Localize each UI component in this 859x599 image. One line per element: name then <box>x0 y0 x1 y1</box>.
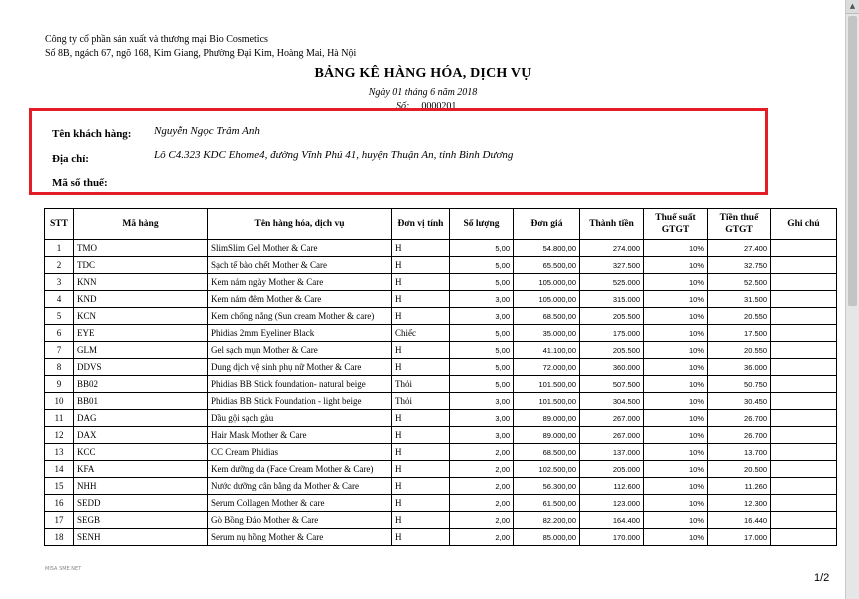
table-row <box>45 257 837 274</box>
cell-unit-price: 56.300,00 <box>514 478 580 495</box>
cell-stt: 15 <box>45 478 74 495</box>
customer-info-highlight <box>29 108 768 195</box>
cell-unit-price: 65.500,00 <box>514 257 580 274</box>
cell-vat-rate: 10% <box>644 342 708 359</box>
table-row <box>45 444 837 461</box>
cell-amount: 507.500 <box>580 376 644 393</box>
cell-item-name: Kem nám ngày Mother & Care <box>208 274 392 291</box>
table-row <box>45 359 837 376</box>
cell-unit-price: 101.500,00 <box>514 393 580 410</box>
cell-amount: 267.000 <box>580 410 644 427</box>
cell-vat-rate: 10% <box>644 376 708 393</box>
cell-amount: 360.000 <box>580 359 644 376</box>
table-row <box>45 512 837 529</box>
cell-item-code: SEDD <box>74 495 208 512</box>
cell-unit: H <box>392 427 450 444</box>
cell-note <box>771 308 837 325</box>
cell-note <box>771 512 837 529</box>
cell-stt: 11 <box>45 410 74 427</box>
cell-vat-rate: 10% <box>644 325 708 342</box>
customer-name-label: Tên khách hàng: <box>52 128 132 140</box>
header-item-name: Tên hàng hóa, dịch vụ <box>208 209 392 240</box>
cell-item-code: DDVS <box>74 359 208 376</box>
cell-amount: 175.000 <box>580 325 644 342</box>
cell-item-code: DAX <box>74 427 208 444</box>
cell-amount: 267.000 <box>580 427 644 444</box>
cell-stt: 14 <box>45 461 74 478</box>
cell-amount: 327.500 <box>580 257 644 274</box>
header-unit: Đơn vị tính <box>392 209 450 240</box>
software-note: MISA SME.NET <box>45 566 82 572</box>
cell-unit-price: 72.000,00 <box>514 359 580 376</box>
scroll-up-arrow-icon[interactable]: ▲ <box>846 0 859 14</box>
cell-vat-rate: 10% <box>644 274 708 291</box>
cell-vat-amount: 27.400 <box>708 240 771 257</box>
cell-unit-price: 89.000,00 <box>514 410 580 427</box>
cell-unit: Chiếc <box>392 325 450 342</box>
cell-unit-price: 82.200,00 <box>514 512 580 529</box>
cell-quantity: 2,00 <box>450 495 514 512</box>
cell-stt: 4 <box>45 291 74 308</box>
header-quantity: Số lượng <box>450 209 514 240</box>
document-number-value: 0000201 <box>421 101 457 112</box>
cell-item-code: KCC <box>74 444 208 461</box>
cell-vat-amount: 20.550 <box>708 308 771 325</box>
cell-item-code: SEGB <box>74 512 208 529</box>
company-block <box>45 33 356 61</box>
cell-vat-amount: 52.500 <box>708 274 771 291</box>
cell-note <box>771 376 837 393</box>
cell-unit: H <box>392 342 450 359</box>
cell-item-name: Kem chống nắng (Sun cream Mother & care) <box>208 308 392 325</box>
cell-vat-rate: 10% <box>644 308 708 325</box>
cell-item-code: BB02 <box>74 376 208 393</box>
cell-amount: 170.000 <box>580 529 644 546</box>
company-name: Công ty cổ phần sản xuất và thương mại Bio Cosmetics <box>45 34 268 45</box>
cell-item-name: Kem nám đêm Mother & Care <box>208 291 392 308</box>
cell-item-name: CC Cream Phidias <box>208 444 392 461</box>
cell-unit: H <box>392 274 450 291</box>
table-row <box>45 495 837 512</box>
cell-vat-amount: 13.700 <box>708 444 771 461</box>
cell-stt: 1 <box>45 240 74 257</box>
cell-vat-rate: 10% <box>644 461 708 478</box>
cell-vat-amount: 26.700 <box>708 427 771 444</box>
cell-item-code: GLM <box>74 342 208 359</box>
cell-vat-rate: 10% <box>644 410 708 427</box>
table-body <box>45 240 837 546</box>
cell-amount: 304.500 <box>580 393 644 410</box>
cell-item-code: TDC <box>74 257 208 274</box>
cell-amount: 274.000 <box>580 240 644 257</box>
cell-vat-rate: 10% <box>644 478 708 495</box>
cell-item-name: Phidias 2mm Eyeliner Black <box>208 325 392 342</box>
cell-quantity: 3,00 <box>450 427 514 444</box>
cell-unit: H <box>392 291 450 308</box>
header-amount: Thành tiền <box>580 209 644 240</box>
cell-stt: 5 <box>45 308 74 325</box>
cell-quantity: 2,00 <box>450 461 514 478</box>
header-vat-amount: Tiền thuế GTGT <box>708 209 771 240</box>
cell-note <box>771 495 837 512</box>
cell-amount: 112.600 <box>580 478 644 495</box>
table-header-row <box>45 209 837 240</box>
cell-amount: 164.400 <box>580 512 644 529</box>
cell-vat-rate: 10% <box>644 359 708 376</box>
cell-note <box>771 342 837 359</box>
cell-quantity: 3,00 <box>450 308 514 325</box>
cell-note <box>771 359 837 376</box>
cell-unit-price: 68.500,00 <box>514 308 580 325</box>
document-title: BẢNG KÊ HÀNG HÓA, DỊCH VỤ <box>314 66 532 81</box>
customer-address-value: Lô C4.323 KDC Ehome4, đường Vĩnh Phú 41, huyện Thuận An, tỉnh Bình Dương <box>154 149 514 161</box>
cell-vat-rate: 10% <box>644 291 708 308</box>
cell-vat-amount: 11.260 <box>708 478 771 495</box>
document-date: Ngày 01 tháng 6 năm 2018 <box>368 87 478 98</box>
cell-item-name: Nước dưỡng cân bằng da Mother & Care <box>208 478 392 495</box>
cell-vat-amount: 17.500 <box>708 325 771 342</box>
cell-vat-rate: 10% <box>644 444 708 461</box>
cell-item-code: DAG <box>74 410 208 427</box>
cell-vat-amount: 12.300 <box>708 495 771 512</box>
cell-stt: 7 <box>45 342 74 359</box>
cell-quantity: 5,00 <box>450 257 514 274</box>
cell-stt: 3 <box>45 274 74 291</box>
cell-stt: 9 <box>45 376 74 393</box>
cell-vat-rate: 10% <box>644 257 708 274</box>
cell-vat-amount: 17.000 <box>708 529 771 546</box>
cell-item-name: Gel sạch mụn Mother & Care <box>208 342 392 359</box>
cell-vat-rate: 10% <box>644 393 708 410</box>
cell-unit: H <box>392 529 450 546</box>
cell-note <box>771 240 837 257</box>
cell-unit-price: 85.000,00 <box>514 529 580 546</box>
cell-note <box>771 291 837 308</box>
cell-item-name: Dung dịch vệ sinh phụ nữ Mother & Care <box>208 359 392 376</box>
header-unit-price: Đơn giá <box>514 209 580 240</box>
cell-quantity: 5,00 <box>450 240 514 257</box>
cell-quantity: 3,00 <box>450 410 514 427</box>
cell-item-code: KFA <box>74 461 208 478</box>
cell-stt: 12 <box>45 427 74 444</box>
cell-unit: H <box>392 478 450 495</box>
cell-note <box>771 444 837 461</box>
cell-stt: 18 <box>45 529 74 546</box>
cell-unit-price: 41.100,00 <box>514 342 580 359</box>
cell-item-name: Serum nụ hồng Mother & Care <box>208 529 392 546</box>
cell-item-name: Dầu gội sạch gàu <box>208 410 392 427</box>
cell-quantity: 3,00 <box>450 291 514 308</box>
cell-vat-amount: 31.500 <box>708 291 771 308</box>
cell-unit-price: 54.800,00 <box>514 240 580 257</box>
cell-note <box>771 257 837 274</box>
cell-note <box>771 461 837 478</box>
cell-item-name: SlimSlim Gel Mother & Care <box>208 240 392 257</box>
cell-item-name: Gò Bồng Đảo Mother & Care <box>208 512 392 529</box>
cell-quantity: 5,00 <box>450 274 514 291</box>
cell-item-name: Hair Mask Mother & Care <box>208 427 392 444</box>
cell-note <box>771 393 837 410</box>
cell-stt: 2 <box>45 257 74 274</box>
header-stt: STT <box>45 209 74 240</box>
cell-vat-amount: 20.550 <box>708 342 771 359</box>
cell-unit-price: 102.500,00 <box>514 461 580 478</box>
cell-amount: 525.000 <box>580 274 644 291</box>
cell-amount: 205.500 <box>580 308 644 325</box>
cell-amount: 205.000 <box>580 461 644 478</box>
table-row <box>45 274 837 291</box>
cell-vat-amount: 20.500 <box>708 461 771 478</box>
cell-unit: H <box>392 461 450 478</box>
cell-vat-amount: 30.450 <box>708 393 771 410</box>
cell-vat-amount: 16.440 <box>708 512 771 529</box>
customer-address-label: Địa chỉ: <box>52 153 89 165</box>
customer-name-value: Nguyễn Ngọc Trâm Anh <box>154 125 260 137</box>
cell-note <box>771 478 837 495</box>
cell-quantity: 2,00 <box>450 529 514 546</box>
cell-item-code: KND <box>74 291 208 308</box>
cell-unit-price: 61.500,00 <box>514 495 580 512</box>
document-number-label: Số: <box>396 101 410 112</box>
cell-unit-price: 101.500,00 <box>514 376 580 393</box>
cell-vat-rate: 10% <box>644 512 708 529</box>
cell-quantity: 5,00 <box>450 359 514 376</box>
cell-unit-price: 105.000,00 <box>514 291 580 308</box>
table-row <box>45 410 837 427</box>
cell-unit-price: 89.000,00 <box>514 427 580 444</box>
cell-stt: 8 <box>45 359 74 376</box>
table-row <box>45 240 837 257</box>
cell-unit-price: 35.000,00 <box>514 325 580 342</box>
cell-amount: 123.000 <box>580 495 644 512</box>
cell-item-code: NHH <box>74 478 208 495</box>
cell-unit: H <box>392 240 450 257</box>
cell-item-name: Kem dưỡng da (Face Cream Mother & Care) <box>208 461 392 478</box>
cell-unit-price: 105.000,00 <box>514 274 580 291</box>
page-number: 1/2 <box>814 572 830 584</box>
company-address: Số 8B, ngách 67, ngõ 168, Kim Giang, Phường Đại Kim, Hoàng Mai, Hà Nội <box>45 48 357 59</box>
header-note: Ghi chú <box>771 209 837 240</box>
cell-item-code: BB01 <box>74 393 208 410</box>
table-row <box>45 376 837 393</box>
cell-item-name: Phidias BB Stick foundation- natural beige <box>208 376 392 393</box>
cell-vat-rate: 10% <box>644 529 708 546</box>
cell-item-code: SENH <box>74 529 208 546</box>
table-row <box>45 342 837 359</box>
cell-vat-amount: 36.000 <box>708 359 771 376</box>
table-row <box>45 427 837 444</box>
cell-vat-rate: 10% <box>644 427 708 444</box>
cell-quantity: 5,00 <box>450 342 514 359</box>
cell-quantity: 2,00 <box>450 512 514 529</box>
cell-quantity: 2,00 <box>450 444 514 461</box>
cell-item-name: Serum Collagen Mother & care <box>208 495 392 512</box>
cell-item-code: KCN <box>74 308 208 325</box>
cell-note <box>771 325 837 342</box>
cell-quantity: 2,00 <box>450 478 514 495</box>
cell-amount: 205.500 <box>580 342 644 359</box>
customer-tax-label: Mã số thuế: <box>52 177 108 189</box>
cell-unit: H <box>392 308 450 325</box>
cell-unit: H <box>392 444 450 461</box>
vertical-scrollbar[interactable] <box>845 0 859 599</box>
cell-quantity: 5,00 <box>450 325 514 342</box>
cell-vat-rate: 10% <box>644 495 708 512</box>
table-row <box>45 393 837 410</box>
cell-vat-amount: 32.750 <box>708 257 771 274</box>
table-row <box>45 461 837 478</box>
cell-note <box>771 529 837 546</box>
cell-stt: 17 <box>45 512 74 529</box>
cell-vat-rate: 10% <box>644 240 708 257</box>
cell-item-code: KNN <box>74 274 208 291</box>
cell-item-code: EYE <box>74 325 208 342</box>
table-row <box>45 529 837 546</box>
cell-stt: 16 <box>45 495 74 512</box>
cell-unit: H <box>392 495 450 512</box>
table-row <box>45 308 837 325</box>
header-item-code: Mã hàng <box>74 209 208 240</box>
cell-item-code: TMO <box>74 240 208 257</box>
table-row <box>45 325 837 342</box>
cell-amount: 315.000 <box>580 291 644 308</box>
cell-unit: H <box>392 257 450 274</box>
cell-unit-price: 68.500,00 <box>514 444 580 461</box>
cell-vat-amount: 50.750 <box>708 376 771 393</box>
cell-unit: H <box>392 410 450 427</box>
table-row <box>45 291 837 308</box>
cell-unit: H <box>392 512 450 529</box>
scrollbar-thumb[interactable] <box>848 16 857 306</box>
cell-note <box>771 410 837 427</box>
cell-unit: H <box>392 359 450 376</box>
goods-table <box>44 208 837 546</box>
cell-stt: 13 <box>45 444 74 461</box>
cell-item-name: Sạch tế bào chết Mother & Care <box>208 257 392 274</box>
cell-quantity: 3,00 <box>450 393 514 410</box>
cell-stt: 6 <box>45 325 74 342</box>
cell-amount: 137.000 <box>580 444 644 461</box>
cell-stt: 10 <box>45 393 74 410</box>
table-row <box>45 478 837 495</box>
cell-note <box>771 274 837 291</box>
cell-vat-amount: 26.700 <box>708 410 771 427</box>
cell-unit: Thỏi <box>392 376 450 393</box>
cell-unit: Thỏi <box>392 393 450 410</box>
header-vat-rate: Thuế suất GTGT <box>644 209 708 240</box>
cell-quantity: 5,00 <box>450 376 514 393</box>
cell-item-name: Phidias BB Stick Foundation - light beige <box>208 393 392 410</box>
cell-note <box>771 427 837 444</box>
